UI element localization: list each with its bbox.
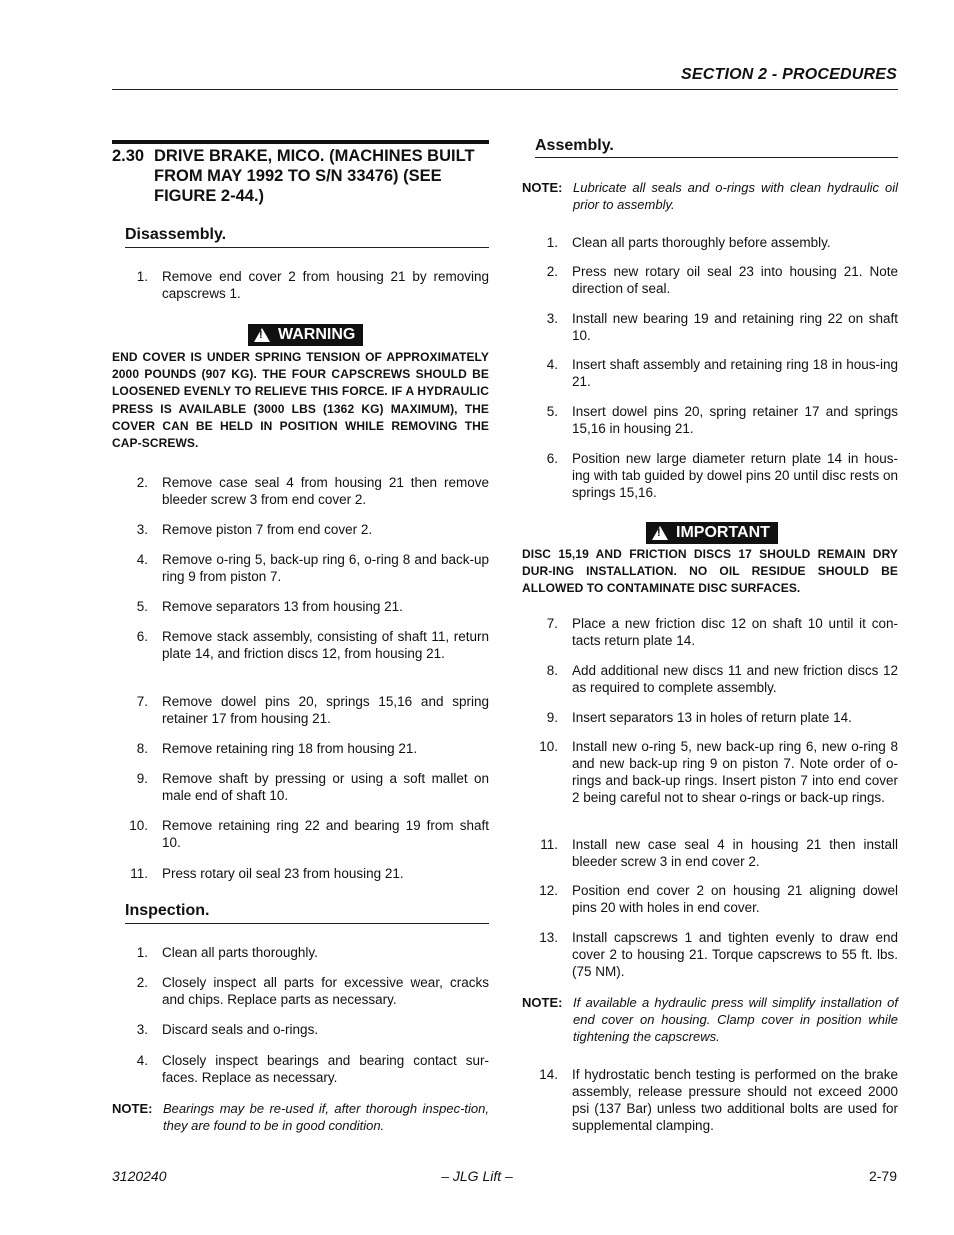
note-text: Bearings may be re-used if, after thorough inspec-tion, they are found to be in good condition. (163, 1101, 489, 1133)
footer-doc-number: 3120240 (112, 1168, 167, 1184)
assembly-rule (535, 157, 898, 158)
warning-label: WARNING (278, 326, 356, 343)
warning-banner (248, 324, 363, 346)
section-title: DRIVE BRAKE, MICO. (MACHINES BUILT FROM MAY 1992 TO S/N 33476) (SEE FIGURE 2-44.) (154, 147, 475, 205)
assembly-heading: Assembly. (535, 137, 614, 154)
disassembly-heading: Disassembly. (125, 226, 227, 243)
warning-triangle-icon (254, 328, 270, 342)
important-banner (646, 522, 778, 544)
inspection-heading: Inspection. (125, 902, 210, 919)
warning-text: END COVER IS UNDER SPRING TENSION OF APPROXIMATELY 2000 POUNDS (907 KG). THE FOUR CAPSCREWS SHOULD BE LOOSENED EVENLY TO RELIEVE THIS FORCE. IF A HYDRAULIC PRESS IS AVAILABLE (3000 LBS (1362 KG) MAXIMUM), THE COVER CAN BE HELD IN POSITION WHILE REMOVING THE CAP-SCREWS. (112, 350, 489, 451)
header-rule (112, 89, 898, 90)
footer-page-number: 2-79 (868, 1168, 897, 1184)
section-number: 2.30 (112, 147, 145, 165)
disassembly-rule (125, 247, 489, 248)
warning-triangle-icon (652, 526, 668, 540)
important-label: IMPORTANT (676, 524, 770, 541)
footer-publisher: – JLG Lift – (441, 1168, 513, 1184)
section-top-bar (112, 140, 489, 144)
page-header-section-title: SECTION 2 - PROCEDURES (681, 66, 897, 83)
inspection-rule (125, 923, 489, 924)
note-label: NOTE: (112, 1101, 153, 1116)
important-text: DISC 15,19 AND FRICTION DISCS 17 SHOULD REMAIN DRY DUR-ING INSTALLATION. NO OIL RESIDUE SHOULD BE ALLOWED TO CONTAMINATE DISC SURFACES. (522, 547, 898, 596)
